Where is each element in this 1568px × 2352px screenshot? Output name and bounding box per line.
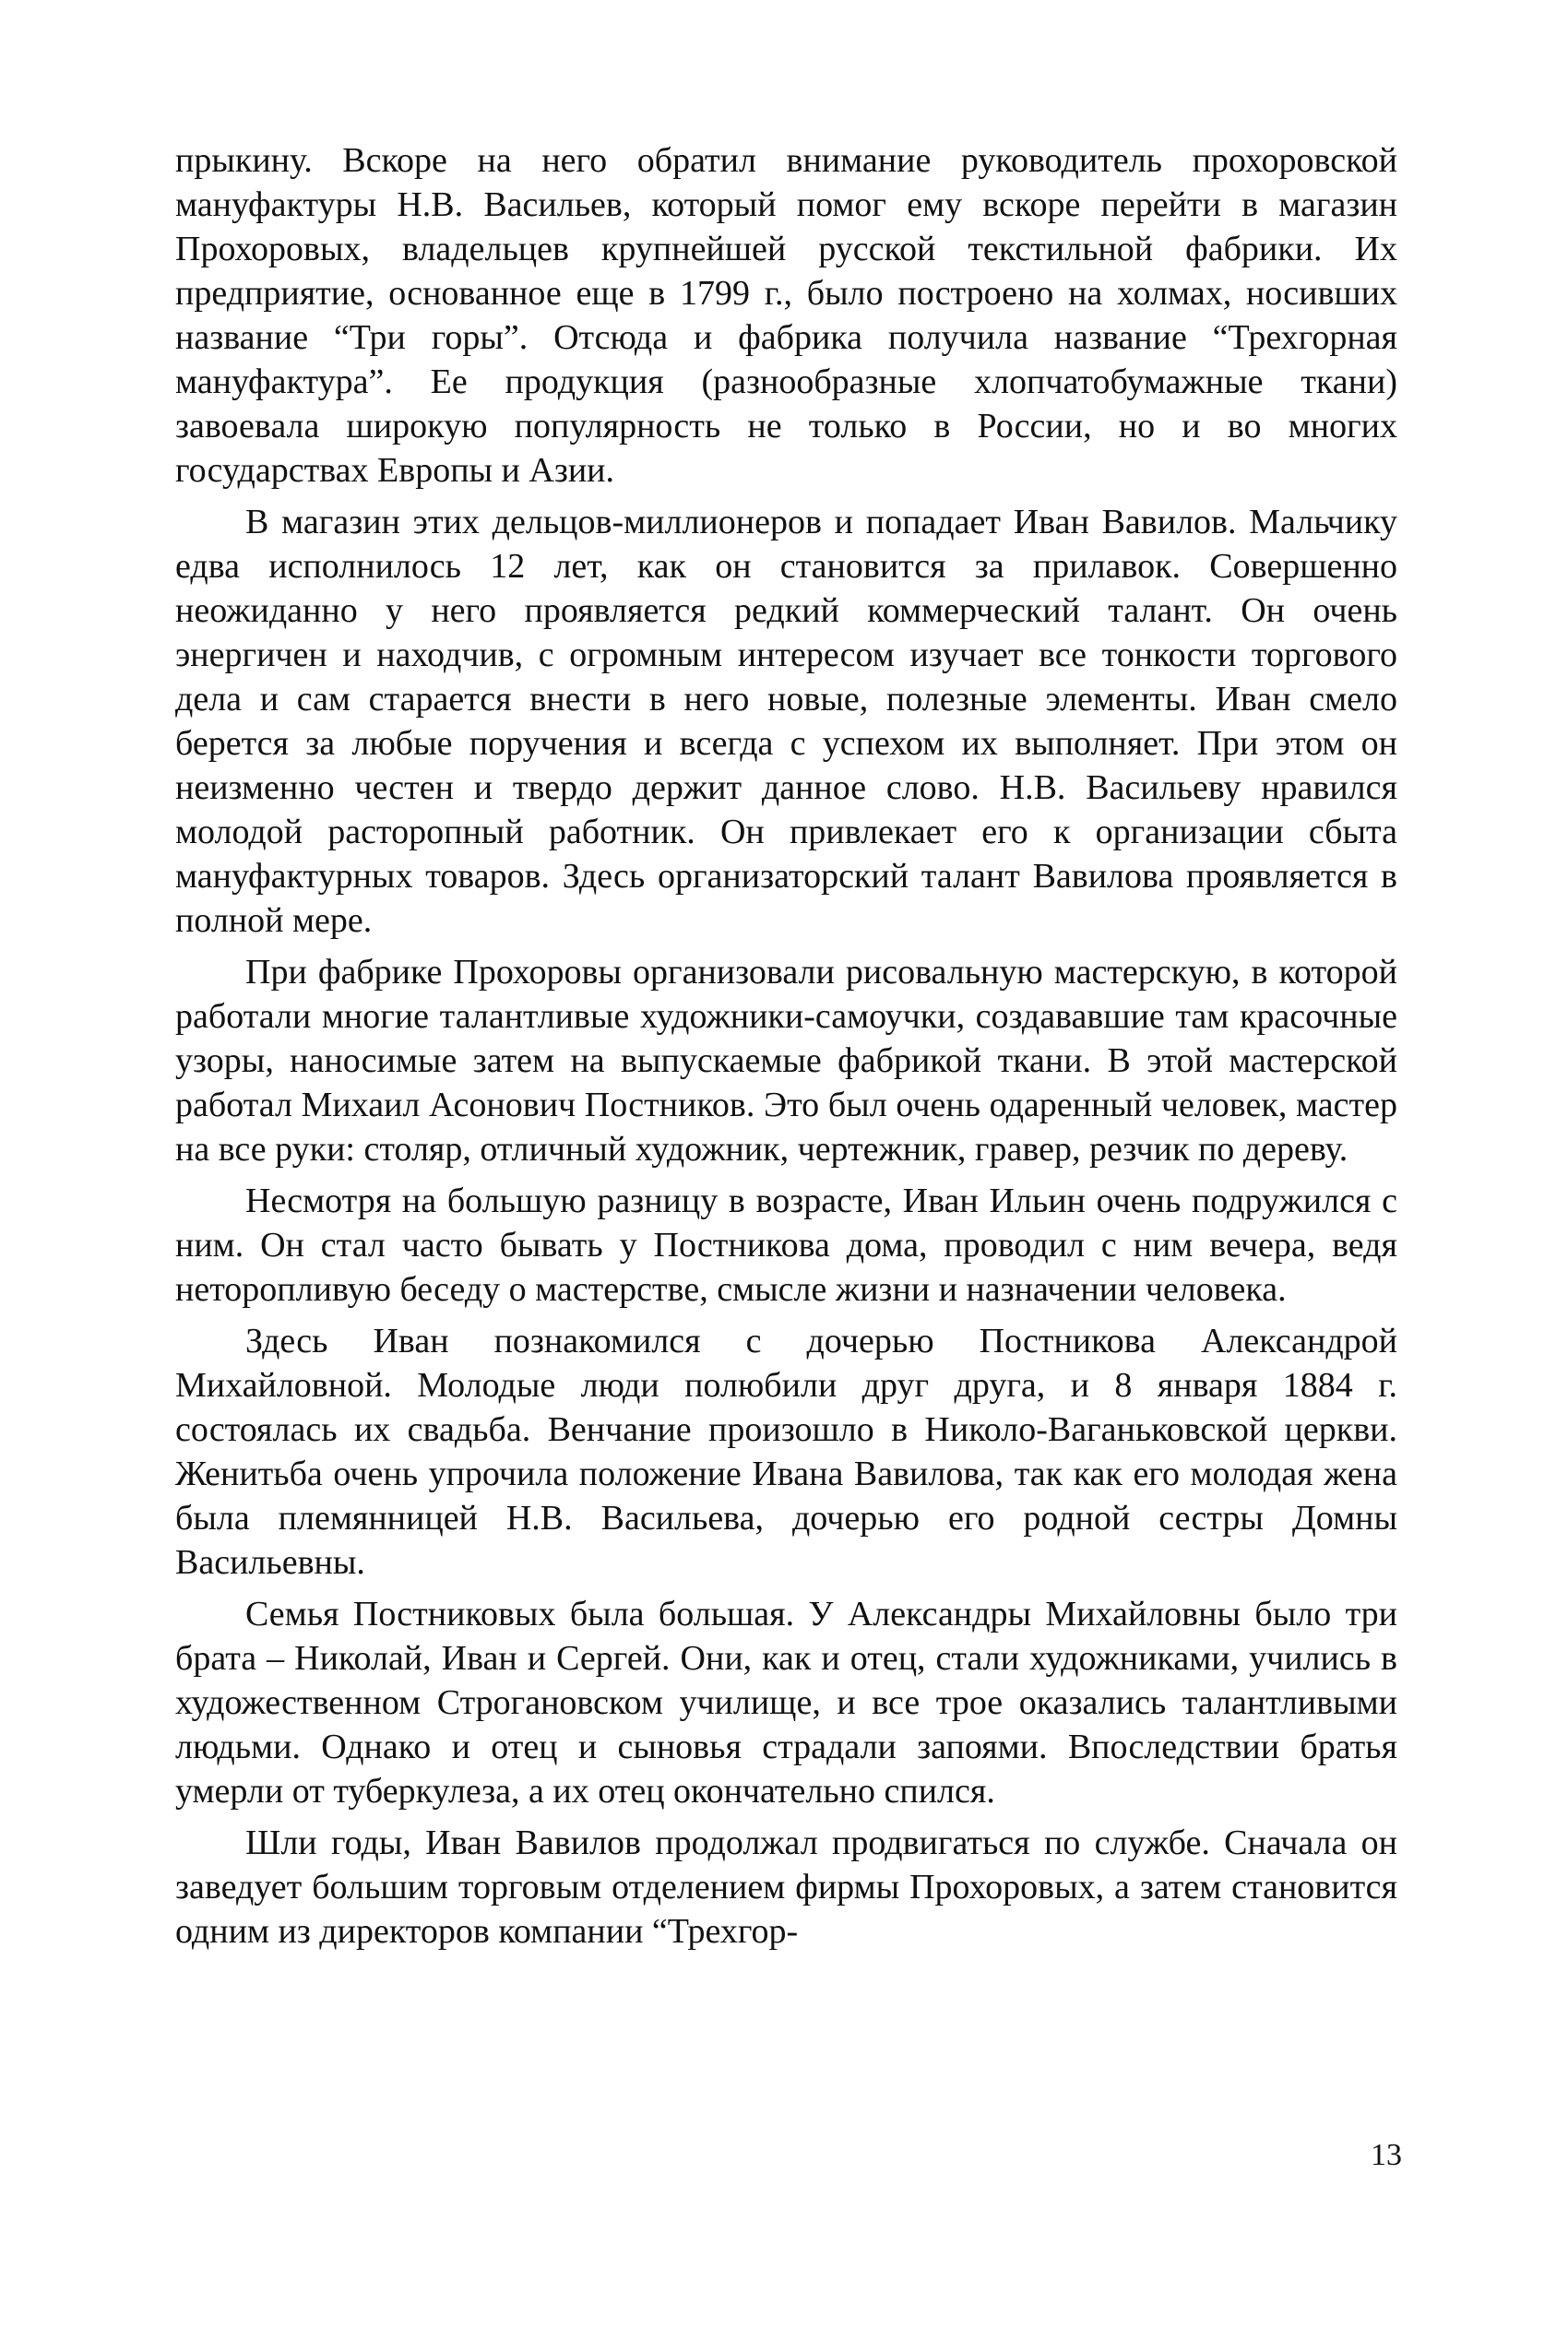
paragraph-2: В магазин этих дельцов-миллионеров и попадает Иван Вавилов. Мальчику едва исполнилось 12 лет, как он становится за прилавок. Совершенно неожиданно у него проявляется редкий коммерческий талант. Он очень энергичен и находчив, с огромным интересом изучает все тонкости торгового дела и сам старается внести в него новые, полезные элементы. Иван смело берется за любые поручения и всегда с успехом их выполняет. При этом он неизменно честен и твердо держит данное слово. Н.В. Васильеву нравился молодой расторопный работник. Он привлекает его к организации сбыта мануфактурных товаров. Здесь организаторский талант Вавилова проявляется в полной мере. — [175, 503, 1397, 940]
paragraph-7: Шли годы, Иван Вавилов продолжал продвигаться по службе. Сначала он заведует большим торговым отделением фирмы Прохоровых, а затем становится одним из директоров компании “Трехгор- — [175, 1823, 1397, 1951]
paragraph-3: При фабрике Прохоровы организовали рисовальную мастерскую, в которой работали многие талантливые художники-самоучки, создававшие там красочные узоры, наносимые затем на выпускаемые фабрикой ткани. В этой мастерской работал Михаил Асонович Постников. Это был очень одаренный человек, мастер на все руки: столяр, отличный художник, чертежник, гравер, резчик по дереву. — [175, 953, 1397, 1169]
paragraph-5: Здесь Иван познакомился с дочерью Постникова Александрой Михайловной. Молодые люди полюбили друг друга, и 8 января 1884 г. состоялась их свадьба. Венчание произошло в Николо-Ваганьковской церкви. Женитьба очень упрочила положение Ивана Вавилова, так как его молодая жена была племянницей Н.В. Васильева, дочерью его родной сестры Домны Васильевны. — [175, 1322, 1397, 1582]
page-number: 13 — [1371, 2138, 1402, 2172]
body-text — [175, 138, 1397, 1961]
paragraph-1: прыкину. Вскоре на него обратил внимание руководитель прохоровской мануфактуры Н.В. Васильев, который помог ему вскоре перейти в магазин Прохоровых, владельцев крупнейшей русской текстильной фабрики. Их предприятие, основанное еще в 1799 г., было построено на холмах, носивших название “Три горы”. Отсюда и фабрика получила название “Трехгорная мануфактура”. Ее продукция (разнообразные хлопчатобумажные ткани) завоевала широкую популярность не только в России, но и во многих государствах Европы и Азии. — [175, 141, 1397, 490]
paragraph-6: Семья Постниковых была большая. У Александры Михайловны было три брата – Николай, Иван и Сергей. Они, как и отец, стали художниками, учились в художественном Строгановском училище, и все трое оказались талантливыми людьми. Однако и отец и сыновья страдали запоями. Впоследствии братья умерли от туберкулеза, а их отец окончательно спился. — [175, 1595, 1397, 1811]
paragraph-4: Несмотря на большую разницу в возрасте, Иван Ильин очень подружился с ним. Он стал часто бывать у Постникова дома, проводил с ним вечера, ведя неторопливую беседу о мастерстве, смысле жизни и назначении человека. — [175, 1182, 1397, 1309]
